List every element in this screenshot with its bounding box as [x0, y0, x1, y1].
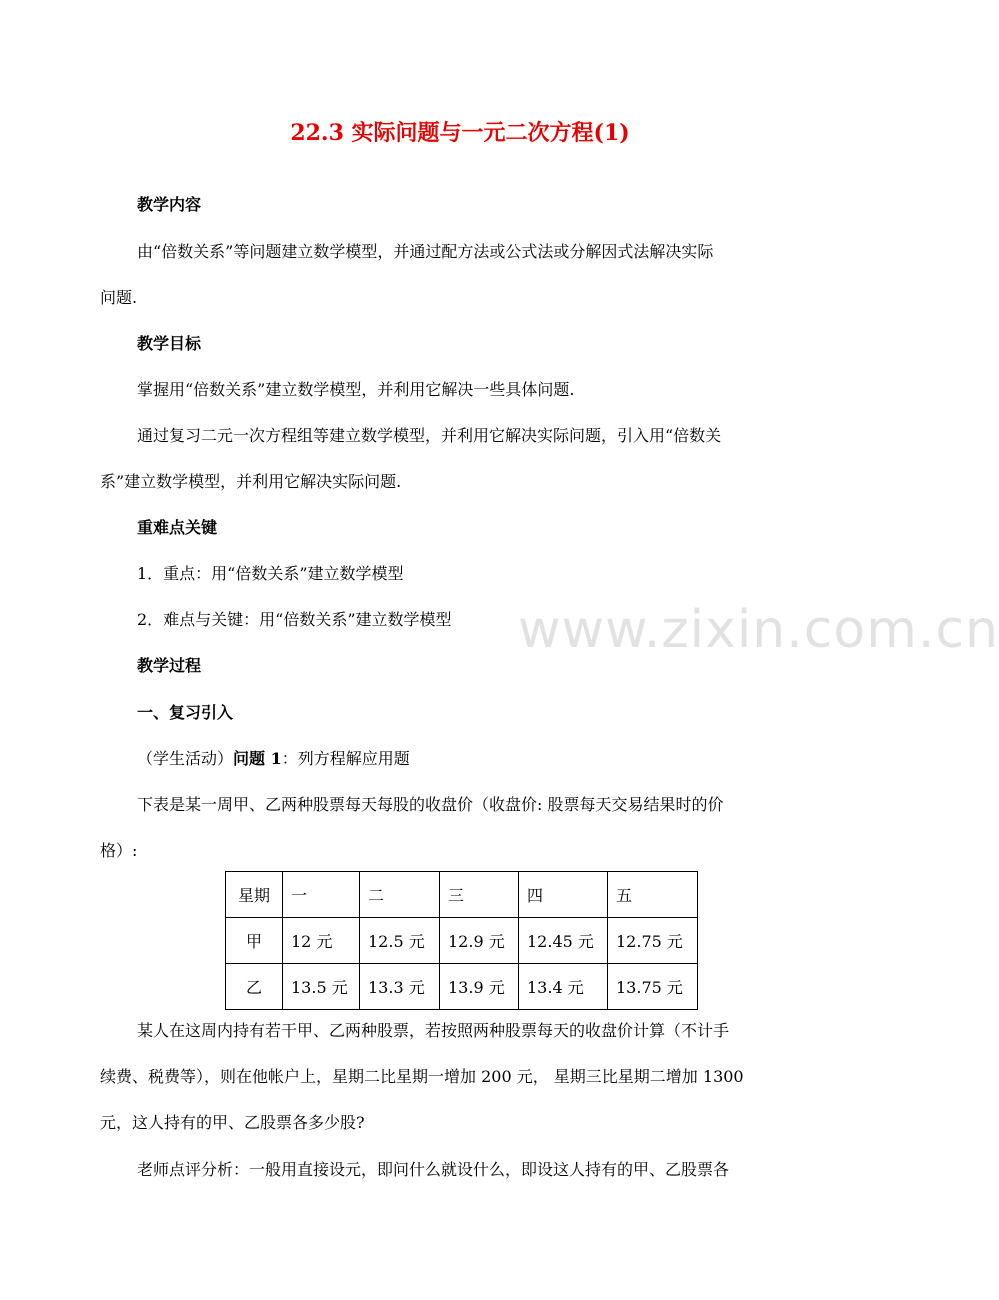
table-cell: 13.4 元 — [519, 964, 608, 1010]
page-title: 22.3 实际问题与一元二次方程(1) — [290, 120, 630, 146]
watermark: www.zixin.com.cn — [518, 600, 999, 660]
subsection-heading-review: 一、复习引入 — [137, 703, 234, 722]
paragraph-line: 由“倍数关系”等问题建立数学模型，并通过配方法或公式法或分解因式法解决实际 — [137, 242, 714, 261]
table-cell: 四 — [519, 872, 608, 918]
paragraph-line: 通过复习二元一次方程组等建立数学模型，并利用它解决实际问题，引入用“倍数关 — [137, 426, 722, 445]
table-cell: 13.9 元 — [440, 964, 519, 1010]
section-heading-keypoints: 重难点关键 — [137, 518, 218, 537]
key-point-item: 2．难点与关键：用“倍数关系”建立数学模型 — [137, 610, 452, 629]
paragraph-line: 格）: — [100, 841, 138, 860]
table-cell: 12.5 元 — [360, 918, 440, 964]
table-cell: 12.9 元 — [440, 918, 519, 964]
paragraph-line: 续费、税费等），则在他帐户上，星期二比星期一增加 200 元， 星期三比星期二增加 1300 — [100, 1067, 744, 1086]
key-point-item: 1．重点：用“倍数关系”建立数学模型 — [137, 564, 404, 583]
paragraph-line: 问题. — [100, 288, 138, 307]
table-cell: 二 — [360, 872, 440, 918]
table-row — [226, 964, 698, 1010]
activity-label: （学生活动） — [137, 749, 234, 768]
section-heading-goals: 教学目标 — [137, 334, 202, 353]
problem-label: 问题 1 — [233, 749, 282, 768]
table-cell: 12.45 元 — [519, 918, 608, 964]
table-cell: 乙 — [226, 964, 283, 1010]
table-row — [226, 918, 698, 964]
table-cell: 13.5 元 — [283, 964, 360, 1010]
table-cell: 三 — [440, 872, 519, 918]
problem-description: ：列方程解应用题 — [281, 749, 410, 768]
table-cell: 甲 — [226, 918, 283, 964]
table-cell: 一 — [283, 872, 360, 918]
problem-line — [137, 748, 872, 770]
table-cell: 12 元 — [283, 918, 360, 964]
table-cell: 13.75 元 — [608, 964, 698, 1010]
section-heading-content: 教学内容 — [137, 195, 202, 214]
stock-price-table — [225, 871, 698, 1010]
section-heading-process: 教学过程 — [137, 656, 202, 675]
table-cell: 五 — [608, 872, 698, 918]
table-header-row — [226, 872, 698, 918]
table-cell: 星期 — [226, 872, 283, 918]
paragraph-line: 元，这人持有的甲、乙股票各多少股? — [100, 1113, 365, 1132]
paragraph-line: 系”建立数学模型，并利用它解决实际问题. — [100, 472, 402, 491]
paragraph-line: 下表是某一周甲、乙两种股票每天每股的收盘价（收盘价: 股票每天交易结果时的价 — [137, 795, 724, 814]
paragraph-line: 某人在这周内持有若干甲、乙两种股票，若按照两种股票每天的收盘价计算（不计手 — [137, 1021, 730, 1040]
paragraph-line: 掌握用“倍数关系”建立数学模型，并利用它解决一些具体问题. — [137, 380, 575, 399]
table-cell: 12.75 元 — [608, 918, 698, 964]
paragraph-line: 老师点评分析：一般用直接设元，即问什么就设什么，即设这人持有的甲、乙股票各 — [137, 1160, 730, 1179]
table-cell: 13.3 元 — [360, 964, 440, 1010]
